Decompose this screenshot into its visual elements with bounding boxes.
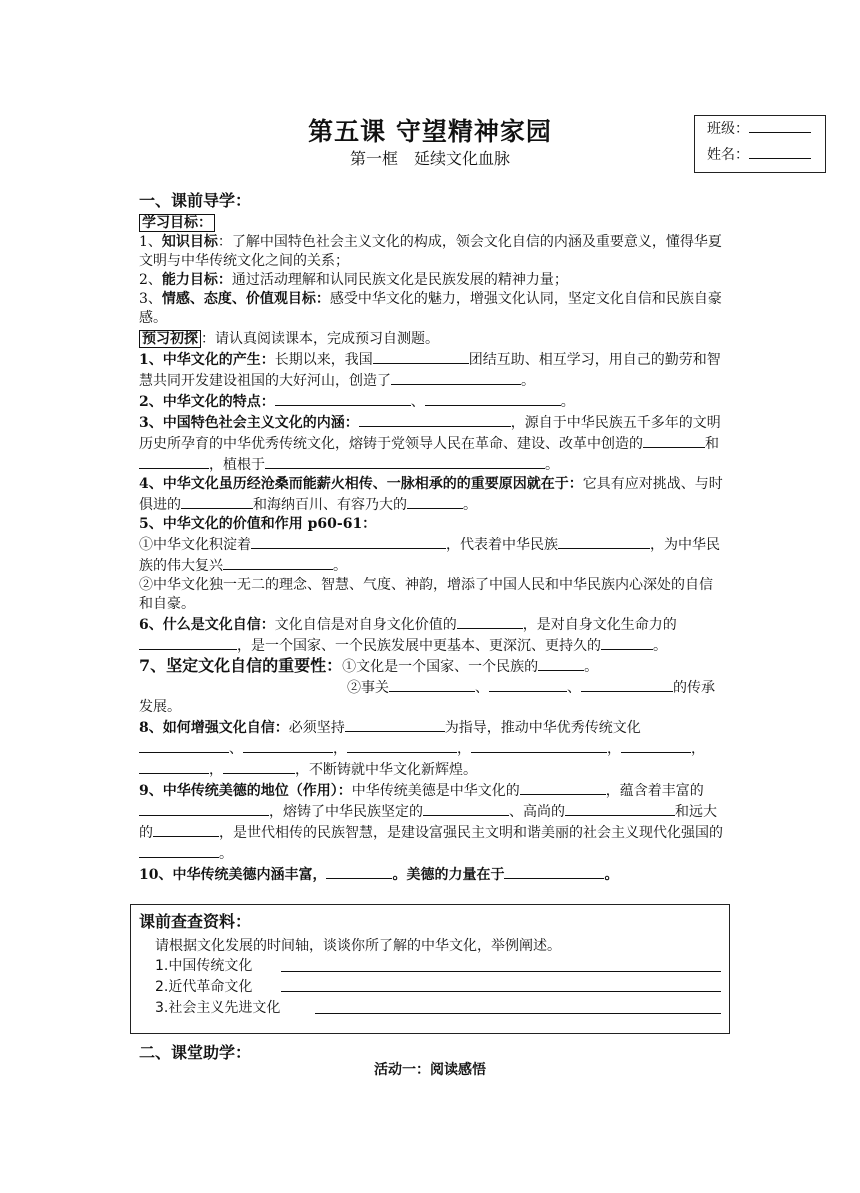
- q4-blank-1[interactable]: [181, 494, 253, 509]
- class-row: [695, 116, 825, 142]
- research-item-traditional: 1.中国传统文化: [155, 958, 253, 974]
- preview-label: 预习初探: [139, 330, 201, 348]
- q3-blank-3[interactable]: [139, 454, 209, 469]
- goal-emotion: 3、情感、态度、价值观目标：感受中华文化的魅力，增强文化认同，坚定文化自信和民族自豪感。: [139, 291, 722, 326]
- q3-blank-2[interactable]: [643, 433, 705, 448]
- q9-blank-6[interactable]: [139, 843, 219, 858]
- question-9: 9、中华传统美德的地位（作用）：中华传统美德是中华文化的 ，蕴含着丰富的，熔铸了中华民族坚定的 、高尚的 和远大的 ，是世代相传的民族智慧，是建设富强民主文明和谐美丽的社会主义现代化强国的。: [139, 780, 725, 864]
- name-label: 姓名：: [707, 147, 749, 163]
- research-box: [130, 904, 730, 1034]
- q9-blank-4[interactable]: [565, 801, 675, 816]
- q7-blank-3[interactable]: [489, 677, 567, 692]
- question-6: 6、什么是文化自信：文化自信是对自身文化价值的 ，是对自身文化生命力的，是一个国家、一个民族发展中更基本、更深沉、更持久的 。: [139, 614, 725, 656]
- class-label: 班级：: [707, 121, 749, 137]
- q1-blank-2[interactable]: [391, 370, 521, 385]
- q7-blank-2[interactable]: [389, 677, 475, 692]
- question-3: 3、中国特色社会主义文化的内涵： ，源自于中华民族五千多年的文明历史所孕育的中华优秀传统文化，熔铸于党领导人民在革命、建设、改革中创造的 和，植根于 。: [139, 412, 725, 475]
- q8-blank-3[interactable]: [243, 738, 333, 753]
- q2-blank-1[interactable]: [275, 391, 411, 406]
- q7-blank-1[interactable]: [538, 656, 584, 671]
- q8-blank-1[interactable]: [345, 717, 445, 732]
- research-heading: 课前查查资料：: [139, 912, 252, 931]
- question-10: 10、中华传统美德内涵丰富， 。美德的力量在于 。: [139, 864, 725, 885]
- page-title: 第五课 守望精神家园: [308, 117, 552, 146]
- research-line-2[interactable]: [281, 991, 721, 992]
- q8-blank-2[interactable]: [139, 738, 229, 753]
- goal-ability: 2、能力目标：通过活动理解和认同民族文化是民族发展的精神力量；: [139, 272, 568, 288]
- q3-blank-1[interactable]: [359, 412, 511, 427]
- question-8: 8、如何增强文化自信：必须坚持 为指导，推动中华优秀传统文化、 ， ， ， ，， ，不断铸就中华文化新辉煌。: [139, 717, 725, 780]
- q8-blank-8[interactable]: [223, 759, 295, 774]
- q8-blank-5[interactable]: [471, 738, 607, 753]
- question-5-a: ①中华文化积淀着 ，代表着中华民族 ，为中华民族的伟大复兴 。: [139, 534, 725, 576]
- q9-blank-5[interactable]: [153, 822, 219, 837]
- question-5-b: ②中华文化独一无二的理念、智慧、气度、神韵，增添了中国人民和中华民族内心深处的自信和自豪。: [139, 577, 713, 612]
- question-7-a: 7、坚定文化自信的重要性：①文化是一个国家、一个民族的 。: [139, 656, 599, 675]
- q4-blank-2[interactable]: [407, 494, 463, 509]
- q2-blank-2[interactable]: [425, 391, 561, 406]
- section1-heading: 一、课前导学：: [139, 191, 252, 210]
- q7-blank-4[interactable]: [581, 677, 673, 692]
- q8-blank-4[interactable]: [347, 738, 457, 753]
- goals-label: 学习目标：: [139, 214, 215, 232]
- q6-blank-3[interactable]: [601, 635, 653, 650]
- q1-blank-1[interactable]: [373, 349, 469, 364]
- page-subtitle: 第一框 延续文化血脉: [349, 149, 510, 168]
- research-line-1[interactable]: [281, 971, 721, 972]
- name-row: [695, 142, 825, 168]
- student-info-box: [694, 115, 826, 173]
- question-4: 4、中华文化虽历经沧桑而能薪火相传、一脉相承的的重要原因就在于：它具有应对挑战、与时俱进的 和海纳百川、有容乃大的 。: [139, 476, 723, 513]
- q5-blank-2[interactable]: [558, 534, 650, 549]
- q3-blank-4[interactable]: [265, 454, 545, 469]
- question-5-label: 5、中华文化的价值和作用 p60-61：: [139, 516, 377, 532]
- worksheet-content: [139, 190, 725, 885]
- q9-blank-3[interactable]: [423, 801, 509, 816]
- goal-knowledge: 1、知识目标：了解中国特色社会主义文化的构成，领会文化自信的内涵及重要意义，懂得华夏文明与中华传统文化之间的关系；: [139, 234, 722, 269]
- question-7-b: ②事关 、 、 的传承发展。: [139, 677, 725, 717]
- q5-blank-3[interactable]: [223, 555, 333, 570]
- q9-blank-2[interactable]: [139, 801, 269, 816]
- class-blank[interactable]: [749, 118, 811, 133]
- q6-blank-1[interactable]: [457, 614, 523, 629]
- q5-blank-1[interactable]: [251, 534, 446, 549]
- research-item-revolutionary: 2.近代革命文化: [155, 979, 253, 995]
- section2-heading: 二、课堂助学：: [139, 1043, 252, 1062]
- q10-blank-2[interactable]: [504, 864, 604, 879]
- research-instruction: 请根据文化发展的时间轴，谈谈你所了解的中华文化，举例阐述。: [155, 938, 561, 954]
- question-1: 1、中华文化的产生：长期以来，我国 团结互助、相互学习，用自己的勤劳和智慧共同开发建设祖国的大好河山，创造了 。: [139, 349, 725, 391]
- preview-line: 预习初探 ：请认真阅读课本，完成预习自测题。: [139, 330, 725, 349]
- q6-blank-2[interactable]: [139, 635, 237, 650]
- q8-blank-7[interactable]: [139, 759, 209, 774]
- q9-blank-1[interactable]: [520, 780, 606, 795]
- q8-blank-6[interactable]: [621, 738, 691, 753]
- research-line-3[interactable]: [315, 1013, 721, 1014]
- activity-title: 活动一：阅读感悟: [374, 1062, 486, 1078]
- q10-blank-1[interactable]: [326, 864, 392, 879]
- name-blank[interactable]: [749, 144, 811, 159]
- research-item-socialist: 3.社会主义先进文化: [155, 1000, 281, 1016]
- question-2: 2、中华文化的特点： 、 。: [139, 391, 725, 412]
